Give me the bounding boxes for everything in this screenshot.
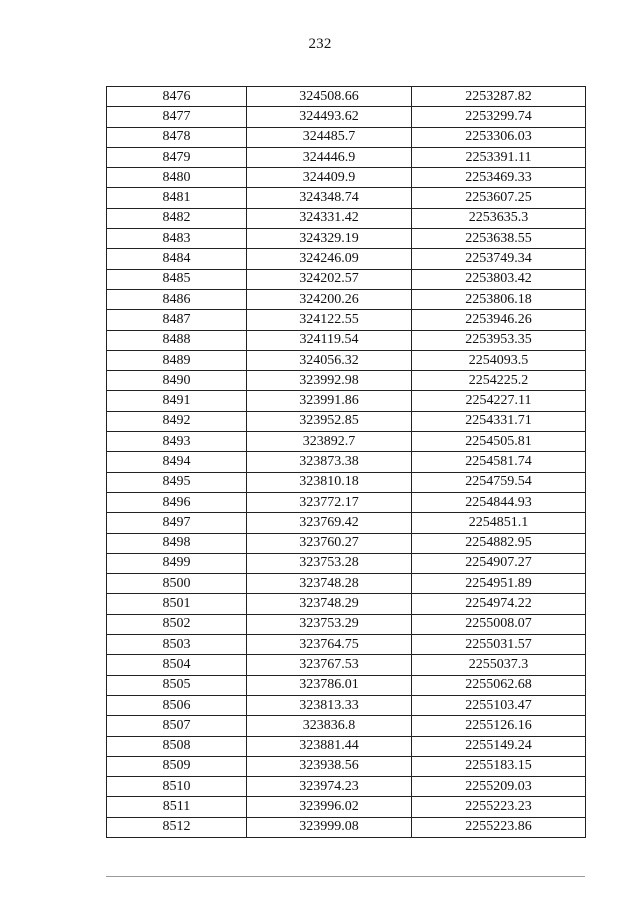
y-coordinate-cell: 2253953.35: [412, 330, 586, 350]
table-row: [107, 371, 586, 391]
x-coordinate-cell: 323881.44: [247, 736, 412, 756]
table-row: [107, 391, 586, 411]
table-row: [107, 147, 586, 167]
x-coordinate-cell: 323772.17: [247, 492, 412, 512]
point-number-cell: 8481: [107, 188, 247, 208]
point-number-cell: 8509: [107, 756, 247, 776]
x-coordinate-cell: 323753.29: [247, 614, 412, 634]
y-coordinate-cell: 2255183.15: [412, 756, 586, 776]
x-coordinate-cell: 323938.56: [247, 756, 412, 776]
y-coordinate-cell: 2253946.26: [412, 310, 586, 330]
point-number-cell: 8476: [107, 87, 247, 107]
table-row: [107, 594, 586, 614]
y-coordinate-cell: 2253803.42: [412, 269, 586, 289]
coordinates-table: [106, 86, 586, 838]
y-coordinate-cell: 2254951.89: [412, 574, 586, 594]
table-row: [107, 188, 586, 208]
table-row: [107, 756, 586, 776]
point-number-cell: 8487: [107, 310, 247, 330]
table-row: [107, 411, 586, 431]
y-coordinate-cell: 2255126.16: [412, 716, 586, 736]
x-coordinate-cell: 324493.62: [247, 107, 412, 127]
table-row: [107, 635, 586, 655]
x-coordinate-cell: 324331.42: [247, 208, 412, 228]
table-row: [107, 695, 586, 715]
table-row: [107, 330, 586, 350]
table-row: [107, 208, 586, 228]
point-number-cell: 8495: [107, 472, 247, 492]
table-row: [107, 716, 586, 736]
page-number: 232: [308, 36, 332, 52]
x-coordinate-cell: 324056.32: [247, 350, 412, 370]
y-coordinate-cell: 2253299.74: [412, 107, 586, 127]
point-number-cell: 8480: [107, 168, 247, 188]
y-coordinate-cell: 2254227.11: [412, 391, 586, 411]
point-number-cell: 8500: [107, 574, 247, 594]
x-coordinate-cell: 324119.54: [247, 330, 412, 350]
x-coordinate-cell: 323992.98: [247, 371, 412, 391]
table-row: [107, 614, 586, 634]
point-number-cell: 8507: [107, 716, 247, 736]
point-number-cell: 8499: [107, 553, 247, 573]
table-row: [107, 249, 586, 269]
x-coordinate-cell: 324348.74: [247, 188, 412, 208]
table-row: [107, 797, 586, 817]
point-number-cell: 8478: [107, 127, 247, 147]
x-coordinate-cell: 323952.85: [247, 411, 412, 431]
x-coordinate-cell: 323999.08: [247, 817, 412, 837]
y-coordinate-cell: 2253638.55: [412, 229, 586, 249]
point-number-cell: 8505: [107, 675, 247, 695]
x-coordinate-cell: 324122.55: [247, 310, 412, 330]
point-number-cell: 8504: [107, 655, 247, 675]
table-row: [107, 269, 586, 289]
x-coordinate-cell: 324200.26: [247, 289, 412, 309]
point-number-cell: 8479: [107, 147, 247, 167]
table-row: [107, 817, 586, 837]
table-row: [107, 472, 586, 492]
x-coordinate-cell: 323786.01: [247, 675, 412, 695]
x-coordinate-cell: 323996.02: [247, 797, 412, 817]
point-number-cell: 8508: [107, 736, 247, 756]
point-number-cell: 8486: [107, 289, 247, 309]
table-row: [107, 87, 586, 107]
y-coordinate-cell: 2255223.23: [412, 797, 586, 817]
table-row: [107, 736, 586, 756]
y-coordinate-cell: 2254225.2: [412, 371, 586, 391]
point-number-cell: 8492: [107, 411, 247, 431]
point-number-cell: 8506: [107, 695, 247, 715]
y-coordinate-cell: 2253806.18: [412, 289, 586, 309]
point-number-cell: 8477: [107, 107, 247, 127]
point-number-cell: 8490: [107, 371, 247, 391]
table-row: [107, 229, 586, 249]
point-number-cell: 8501: [107, 594, 247, 614]
x-coordinate-cell: 324485.7: [247, 127, 412, 147]
x-coordinate-cell: 324446.9: [247, 147, 412, 167]
x-coordinate-cell: 323873.38: [247, 452, 412, 472]
y-coordinate-cell: 2255008.07: [412, 614, 586, 634]
x-coordinate-cell: 323748.28: [247, 574, 412, 594]
y-coordinate-cell: 2254974.22: [412, 594, 586, 614]
x-coordinate-cell: 323769.42: [247, 513, 412, 533]
y-coordinate-cell: 2254882.95: [412, 533, 586, 553]
x-coordinate-cell: 323767.53: [247, 655, 412, 675]
y-coordinate-cell: 2253306.03: [412, 127, 586, 147]
point-number-cell: 8485: [107, 269, 247, 289]
point-number-cell: 8512: [107, 817, 247, 837]
x-coordinate-cell: 323764.75: [247, 635, 412, 655]
table-row: [107, 533, 586, 553]
bottom-rule: [106, 876, 585, 877]
y-coordinate-cell: 2254581.74: [412, 452, 586, 472]
table-row: [107, 675, 586, 695]
x-coordinate-cell: 323836.8: [247, 716, 412, 736]
table-row: [107, 452, 586, 472]
table-row: [107, 492, 586, 512]
point-number-cell: 8496: [107, 492, 247, 512]
y-coordinate-cell: 2253749.34: [412, 249, 586, 269]
point-number-cell: 8493: [107, 432, 247, 452]
table-row: [107, 168, 586, 188]
point-number-cell: 8497: [107, 513, 247, 533]
x-coordinate-cell: 324508.66: [247, 87, 412, 107]
point-number-cell: 8482: [107, 208, 247, 228]
table-row: [107, 513, 586, 533]
x-coordinate-cell: 323760.27: [247, 533, 412, 553]
y-coordinate-cell: 2254851.1: [412, 513, 586, 533]
y-coordinate-cell: 2255149.24: [412, 736, 586, 756]
coordinates-table-body: [107, 87, 586, 838]
point-number-cell: 8491: [107, 391, 247, 411]
x-coordinate-cell: 323748.29: [247, 594, 412, 614]
table-row: [107, 127, 586, 147]
x-coordinate-cell: 323974.23: [247, 777, 412, 797]
y-coordinate-cell: 2253469.33: [412, 168, 586, 188]
x-coordinate-cell: 323753.28: [247, 553, 412, 573]
point-number-cell: 8511: [107, 797, 247, 817]
point-number-cell: 8498: [107, 533, 247, 553]
table-row: [107, 432, 586, 452]
point-number-cell: 8489: [107, 350, 247, 370]
point-number-cell: 8503: [107, 635, 247, 655]
y-coordinate-cell: 2255031.57: [412, 635, 586, 655]
y-coordinate-cell: 2253635.3: [412, 208, 586, 228]
y-coordinate-cell: 2254331.71: [412, 411, 586, 431]
y-coordinate-cell: 2254093.5: [412, 350, 586, 370]
y-coordinate-cell: 2253607.25: [412, 188, 586, 208]
point-number-cell: 8488: [107, 330, 247, 350]
table-row: [107, 350, 586, 370]
x-coordinate-cell: 324329.19: [247, 229, 412, 249]
table-row: [107, 289, 586, 309]
y-coordinate-cell: 2254907.27: [412, 553, 586, 573]
x-coordinate-cell: 323991.86: [247, 391, 412, 411]
table-row: [107, 310, 586, 330]
y-coordinate-cell: 2254844.93: [412, 492, 586, 512]
y-coordinate-cell: 2254759.54: [412, 472, 586, 492]
table-row: [107, 553, 586, 573]
point-number-cell: 8484: [107, 249, 247, 269]
table-row: [107, 574, 586, 594]
y-coordinate-cell: 2255223.86: [412, 817, 586, 837]
table-row: [107, 655, 586, 675]
y-coordinate-cell: 2253391.11: [412, 147, 586, 167]
point-number-cell: 8510: [107, 777, 247, 797]
y-coordinate-cell: 2255103.47: [412, 695, 586, 715]
point-number-cell: 8494: [107, 452, 247, 472]
point-number-cell: 8502: [107, 614, 247, 634]
x-coordinate-cell: 324409.9: [247, 168, 412, 188]
y-coordinate-cell: 2255037.3: [412, 655, 586, 675]
x-coordinate-cell: 323810.18: [247, 472, 412, 492]
table-row: [107, 107, 586, 127]
x-coordinate-cell: 324246.09: [247, 249, 412, 269]
x-coordinate-cell: 323813.33: [247, 695, 412, 715]
y-coordinate-cell: 2255062.68: [412, 675, 586, 695]
table-row: [107, 777, 586, 797]
y-coordinate-cell: 2253287.82: [412, 87, 586, 107]
y-coordinate-cell: 2255209.03: [412, 777, 586, 797]
y-coordinate-cell: 2254505.81: [412, 432, 586, 452]
x-coordinate-cell: 324202.57: [247, 269, 412, 289]
x-coordinate-cell: 323892.7: [247, 432, 412, 452]
point-number-cell: 8483: [107, 229, 247, 249]
